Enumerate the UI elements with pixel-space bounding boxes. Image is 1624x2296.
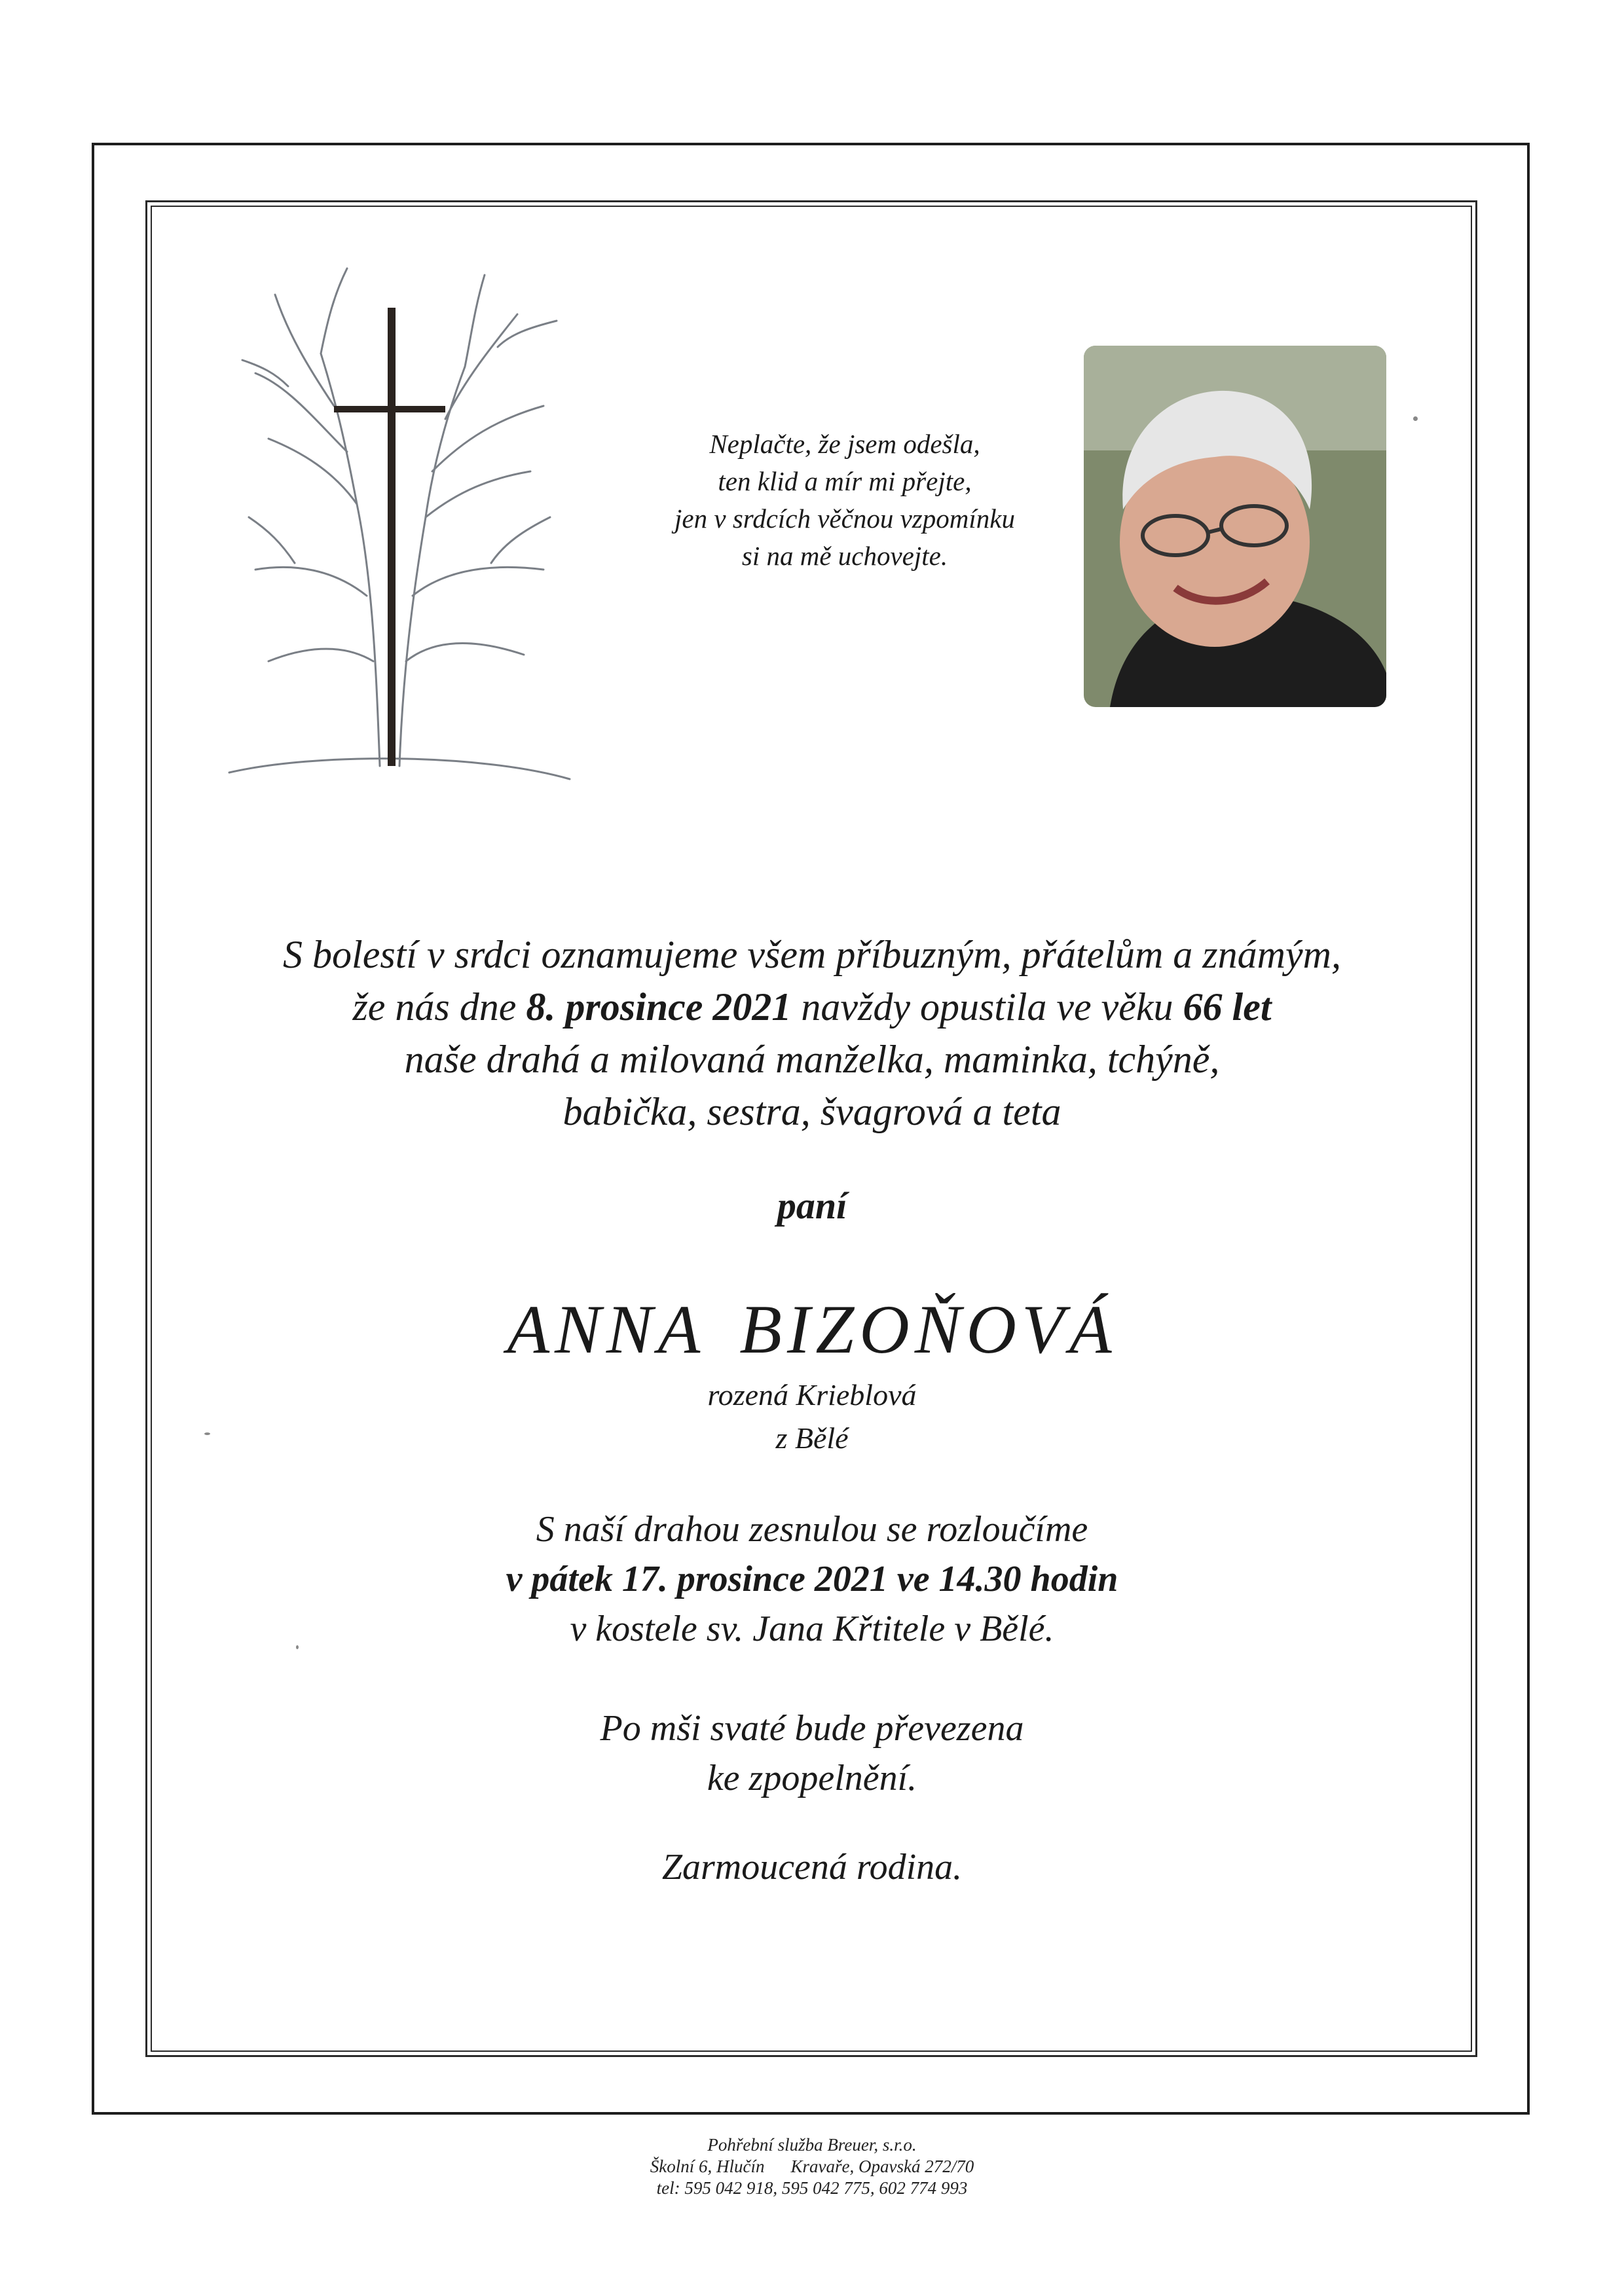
poem-line: ten klid a mír mi přejte, <box>718 466 972 496</box>
first-name: ANNA <box>507 1291 706 1368</box>
funeral-service-footer <box>485 2134 1139 2199</box>
scan-speck <box>204 1432 210 1435</box>
poem-line: si na mě uchovejte. <box>741 541 948 571</box>
scan-speck <box>296 1645 299 1649</box>
ceremony-datetime: v pátek 17. prosince 2021 ve 14.30 hodin <box>506 1559 1118 1599</box>
after-mass-line: ke zpopelnění. <box>707 1758 917 1798</box>
poem-line: Neplačte, že jsem odešla, <box>709 429 980 459</box>
announcement-line-1: S bolestí v srdci oznamujeme všem příbuzným, přátelům a známým, <box>283 933 1341 976</box>
phone-numbers: tel: 595 042 918, 595 042 775, 602 774 993 <box>656 2178 968 2198</box>
portrait-photo <box>1084 346 1386 707</box>
maiden-name: rozená Krieblová <box>707 1378 917 1412</box>
text-fragment: že nás dne <box>352 985 526 1029</box>
scan-speck <box>1413 416 1418 421</box>
announcement-line-2 <box>157 981 1467 1033</box>
announcement <box>157 928 1467 1138</box>
address-kravare: Kravaře, Opavská 272/70 <box>790 2157 974 2176</box>
company-name: Pohřební služba Breuer, s.r.o. <box>707 2135 917 2155</box>
poem-line: jen v srdcích věčnou vzpomínku <box>674 503 1015 534</box>
deceased-name <box>157 1290 1467 1370</box>
title-word: paní <box>777 1184 847 1227</box>
after-mass-line: Po mši svaté bude převezena <box>600 1708 1024 1749</box>
ceremony-info <box>157 1504 1467 1654</box>
ceremony-place: v kostele sv. Jana Křtitele v Bělé. <box>570 1609 1054 1649</box>
age: 66 let <box>1183 985 1272 1029</box>
deceased-details <box>157 1374 1467 1460</box>
tree-cross-illustration <box>216 255 583 792</box>
last-name: BIZOŇOVÁ <box>739 1291 1117 1368</box>
announcement-line-3: naše drahá a milovaná manželka, maminka, tchýně, <box>404 1038 1220 1081</box>
death-date: 8. prosince 2021 <box>526 985 792 1029</box>
origin: z Bělé <box>775 1421 849 1455</box>
ceremony-line: S naší drahou zesnulou se rozloučíme <box>536 1509 1088 1550</box>
after-mass-info <box>157 1704 1467 1803</box>
addresses <box>485 2156 1139 2178</box>
text-fragment: navždy opustila ve věku <box>791 985 1183 1029</box>
announcement-line-4: babička, sestra, švagrová a teta <box>563 1090 1061 1133</box>
address-hlucin: Školní 6, Hlučín <box>650 2157 765 2176</box>
memorial-poem <box>576 426 1113 575</box>
signature: Zarmoucená rodina. <box>661 1847 963 1887</box>
